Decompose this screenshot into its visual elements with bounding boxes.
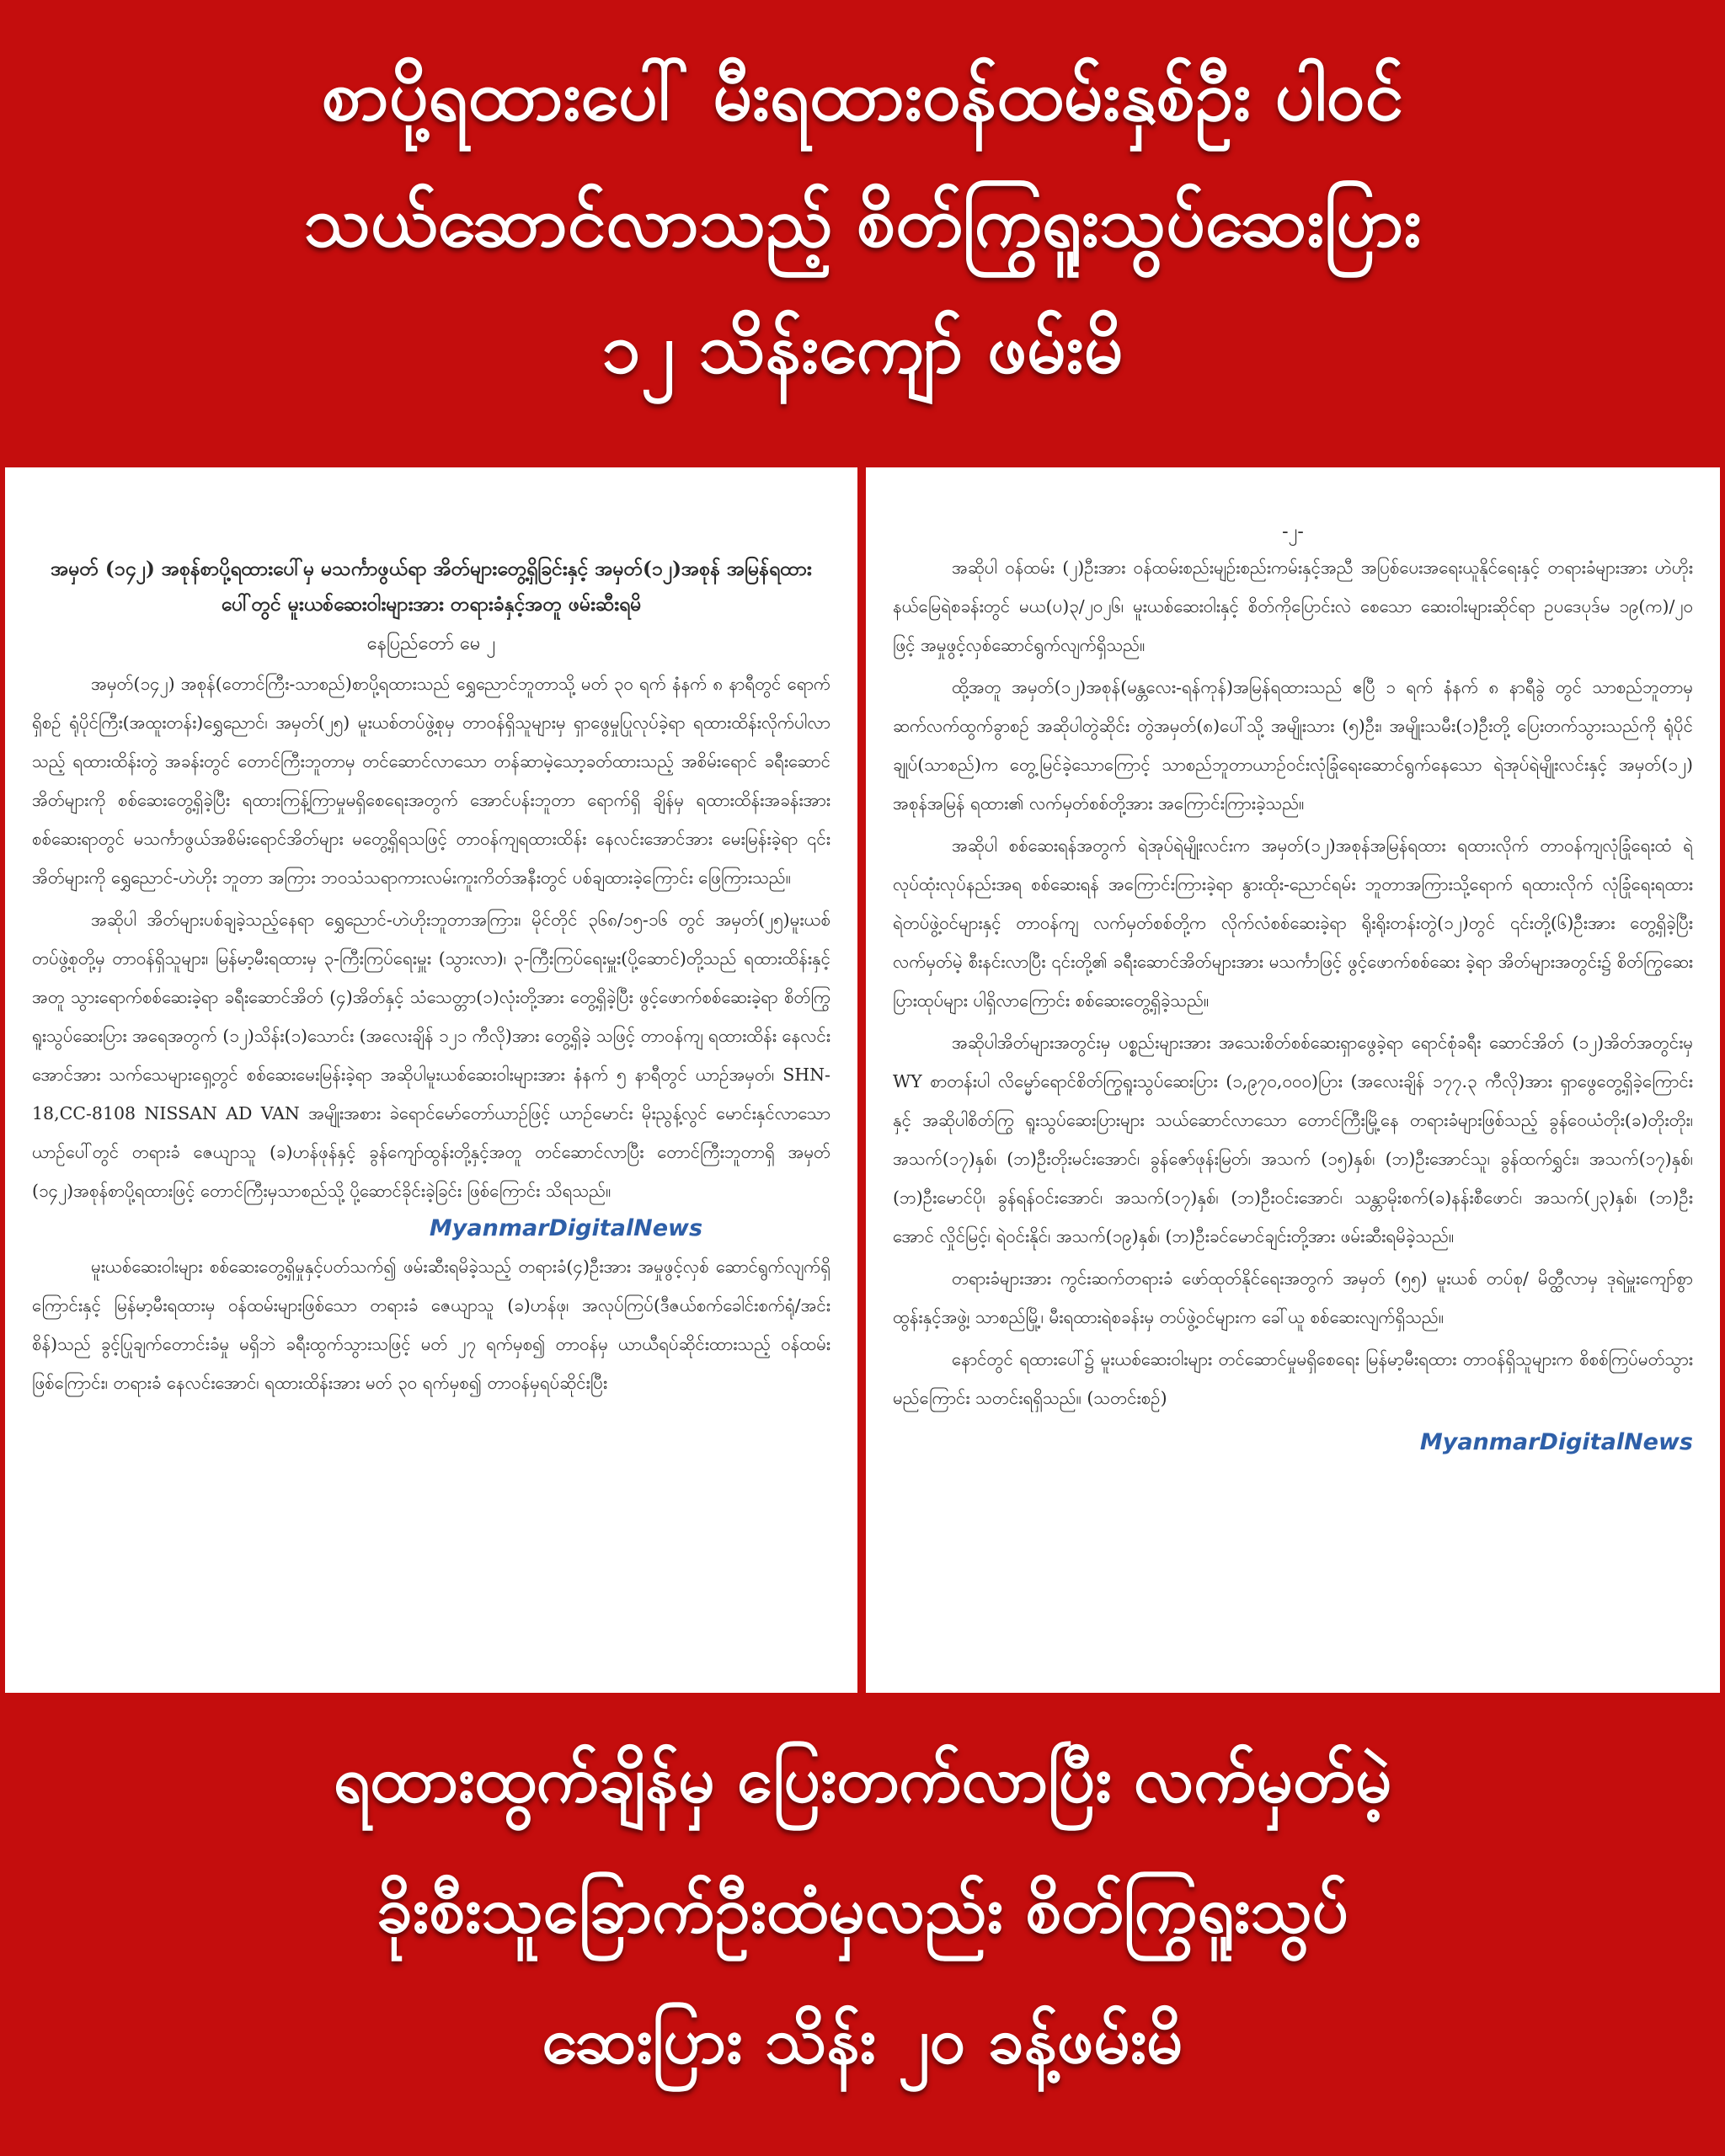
paragraph: တရားခံများအား ကွင်းဆက်တရားခံ ဖော်ထုတ်နိုင်ရေးအတွက် အမှတ် (၅၅) မူးယစ် တပ်စု/ မိတ္ထီလာမှ ဒုရဲမှူးကျော်စွာထွန်းနှင့်အဖွဲ့၊ သာစည်မြို့၊ မီးရထားရဲစခန်းမှ တပ်ဖွဲ့ဝင်များက ခေါ်ယူ စစ်ဆေးလျက်ရှိသည်။ [893,1268,1693,1327]
paragraph: မူးယစ်ဆေးဝါးများ စစ်ဆေးတွေ့ရှိမှုနှင့်ပတ်သက်၍ ဖမ်းဆီးရမိခဲ့သည့် တရားခံ(၄)ဦးအား အမှုဖွင့်လှစ် ဆောင်ရွက်လျက်ရှိကြောင်းနှင့် မြန်မာ့မီးရထားမှ ဝန်ထမ်းများဖြစ်သော တရားခံ ဇေယျာသူ (ခ)ဟန်ဖု၊ အလုပ်ကြပ်(ဒီဇယ်စက်ခေါင်းစက်ရုံ/အင်းစိန်)သည် ခွင့်ပြုချက်တောင်းခံမှု မရှိဘဲ ခရီးထွက်သွားသဖြင့် မတ် ၂၇ ရက်မှစ၍ တာဝန်မှ ယာယီရပ်ဆိုင်းထားသည့် ဝန်ထမ်း ဖြစ်ကြောင်း၊ တရားခံ နေလင်းအောင်၊ ရထားထိန်းအား မတ် ၃၀ ရက်မှစ၍ တာဝန်မှရပ်ဆိုင်းပြီး [32,1257,830,1393]
paragraph: နောင်တွင် ရထားပေါ်၌ မူးယစ်ဆေးဝါးများ တင်ဆောင်မှုမရှိစေရေး မြန်မာ့မီးရထား တာဝန်ရှိသူများက စိစစ်ကြပ်မတ်သွားမည်ကြောင်း သတင်းရရှိသည်။ (သတင်းစဉ်) [893,1349,1693,1408]
page-number: -၂- [1282,521,1304,542]
headline-line: သယ်ဆောင်လာသည့် စိတ်ကြွရူးသွပ်ဆေးပြား [303,183,1422,263]
paragraph: ထို့အတူ အမှတ်(၁၂)အစုန်(မန္တလေး-ရန်ကုန်)အမြန်ရထားသည် ဧပြီ ၁ ရက် နံနက် ၈ နာရီခွဲ တွင် သာစည်ဘူတာမှ ဆက်လက်ထွက်ခွာစဉ် အဆိုပါတွဲဆိုင်း တွဲအမှတ်(၈)ပေါ်သို့ အမျိုးသား (၅)ဦး၊ အမျိုးသမီး(၁)ဦးတို့ ပြေးတက်သွားသည်ကို ရုံပိုင်ချုပ်(သာစည်)က တွေ့မြင်ခဲ့သောကြောင့် သာစည်ဘူတာယာဉ်ဝင်းလုံခြုံရေးဆောင်ရွက်နေသော ရဲအုပ်ရဲမျိုးလင်းနှင့် အမှတ်(၁၂) အစုန်အမြန် ရထား၏ လက်မှတ်စစ်တို့အား အကြောင်းကြားခဲ့သည်။ [893,677,1693,814]
paragraph: အဆိုပါ ဝန်ထမ်း (၂)ဦးအား ဝန်ထမ်းစည်းမျဉ်းစည်းကမ်းနှင့်အညီ အပြစ်ပေးအရေးယူနိုင်ရေးနှင့် တရားခံများအား ဟဲဟိုးနယ်မြေရဲစခန်းတွင် မယ(ပ)၃/၂၀၂၆၊ မူးယစ်ဆေးဝါးနှင့် စိတ်ကိုပြောင်းလဲ စေသော ဆေးဝါးများဆိုင်ရာ ဥပဒေပုဒ်မ ၁၉(က)/၂၀ ဖြင့် အမှုဖွင့်လှစ်ဆောင်ရွက်လျက်ရှိသည်။ [893,558,1693,655]
right-document-page [866,467,1720,1693]
bottom-headline [0,1714,1725,2135]
document-title: အမှတ် (၁၄၂) အစုန်စာပို့ရထားပေါ်မှ မသင်္ကာဖွယ်ရာ အိတ်များတွေ့ရှိခြင်းနှင့် အမှတ်(၁၂)အစုန် အမြန်ရထားပေါ်တွင် မူးယစ်ဆေးဝါးများအား တရားခံနှင့်အတူ ဖမ်းဆီးရမိ [51,558,812,616]
headline-line: ရထားထွက်ချိန်မှ ပြေးတက်လာပြီး လက်မှတ်မဲ့ [333,1742,1392,1817]
paragraph: အမှတ်(၁၄၂) အစုန်(တောင်ကြီး-သာစည်)စာပို့ရထားသည် ရွှေညောင်ဘူတာသို့ မတ် ၃၀ ရက် နံနက် ၈ နာရီတွင် ရောက်ရှိစဉ် ရုံပိုင်ကြီး(အထူးတန်း)ရွှေညောင်၊ အမှတ်(၂၅) မူးယစ်တပ်ဖွဲ့စုမှ တာဝန်ရှိသူများမှ ရှာဖွေမှုပြုလုပ်ခဲ့ရာ ရထားထိန်းလိုက်ပါလာသည့် ရထားထိန်းတွဲ အခန်းတွင် တောင်ကြီးဘူတာမှ တင်ဆောင်လာသော တန်ဆာမဲ့သော့ခတ်ထားသည့် အစိမ်းရောင် ခရီးဆောင် အိတ်များကို စစ်ဆေးတွေ့ရှိခဲ့ပြီး ရထားကြန့်ကြာမှုမရှိစေရေးအတွက် အောင်ပန်းဘူတာ ရောက်ရှိ ချိန်မှ ရထားထိန်းအခန်းအား စစ်ဆေးရာတွင် မသင်္ကာဖွယ်အစိမ်းရောင်အိတ်များ မတွေ့ရှိရသဖြင့် တာဝန်ကျရထားထိန်း နေလင်းအောင်အား မေးမြန်းခဲ့ရာ ၎င်းအိတ်များကို ရွှေညောင်-ဟဲဟိုး ဘူတာ အကြား ဘဝသံသရာကားလမ်းကူးကိတ်အနီးတွင် ပစ်ချထားခဲ့ကြောင်း ဖြေကြားသည်။ [32,674,830,888]
dateline: နေပြည်တော် မေ ၂ [366,633,496,654]
headline-line: စာပို့ရထားပေါ် မီးရထားဝန်ထမ်းနှစ်ဦး ပါဝင် [321,56,1404,136]
headline-line: ခိုးစီးသူခြောက်ဦးထံမှလည်း စိတ်ကြွရူးသွပ် [377,1872,1348,1947]
paragraph: အဆိုပါ စစ်ဆေးရန်အတွက် ရဲအုပ်ရဲမျိုးလင်းက အမှတ်(၁၂)အစုန်အမြန်ရထား ရထားလိုက် တာဝန်ကျလုံခြုံရေးထံ ရဲလုပ်ထုံးလုပ်နည်းအရ စစ်ဆေးရန် အကြောင်းကြားခဲ့ရာ နွားထိုး-ညောင်ရမ်း ဘူတာအကြားသို့ရောက် ရထားလိုက် လုံခြုံရေးရထားရဲတပ်ဖွဲ့ဝင်များနှင့် တာဝန်ကျ လက်မှတ်စစ်တို့က လိုက်လံစစ်ဆေးခဲ့ရာ ရိုးရိုးတန်းတွဲ(၁၂)တွင် ၎င်းတို့(၆)ဦးအား တွေ့ရှိခဲ့ပြီး လက်မှတ်မဲ့ စီးနင်းလာပြီး ၎င်းတို့၏ ခရီးဆောင်အိတ်များအား မသင်္ကာဖြင့် ဖွင့်ဖောက်စစ်ဆေး ခဲ့ရာ အိတ်များအတွင်း၌ စိတ်ကြွဆေးပြားထုပ်များ ပါရှိလာကြောင်း စစ်ဆေးတွေ့ရှိခဲ့သည်။ [893,835,1693,1011]
top-headline [0,34,1725,455]
headline-line: ဆေးပြား သိန်း ၂၀ ခန့်ဖမ်းမိ [542,2003,1183,2078]
headline-line: ၁၂ သိန်းကျော် ဖမ်းမိ [601,309,1124,389]
paragraph: အဆိုပါအိတ်များအတွင်းမှ ပစ္စည်းများအား အသေးစိတ်စစ်ဆေးရှာဖွေခဲ့ရာ ရောင်စုံခရီး ဆောင်အိတ် (၁၂)အိတ်အတွင်းမှ WY စာတန်းပါ လိမ္မော်ရောင်စိတ်ကြွရူးသွပ်ဆေးပြား (၁,၉၇၀,၀၀၀)ပြား (အလေးချိန် ၁၇၇.၃ ကီလို)အား ရှာဖွေတွေ့ရှိခဲ့ကြောင်းနှင့် အဆိုပါစိတ်ကြွ ရူးသွပ်ဆေးပြားများ သယ်ဆောင်လာသော တောင်ကြီးမြို့နေ တရားခံများဖြစ်သည့် ခွန်ဝေယံတိုး(ခ)တိုးတိုး၊ အသက်(၁၇)နှစ်၊ (ဘ)ဦးတိုးမင်းအောင်၊ ခွန်ဇော်ဖုန်းမြတ်၊ အသက် (၁၅)နှစ်၊ (ဘ)ဦးအောင်သူ၊ ခွန်ထက်ရွှင်း၊ အသက်(၁၇)နှစ်၊ (ဘ)ဦးမောင်ပို၊ ခွန်ရန်ဝင်းအောင်၊ အသက်(၁၇)နှစ်၊ (ဘ)ဦးဝင်းအောင်၊ သန္တာမိုးစက်(ခ)နန်းစီဖောင်၊ အသက်(၂၃)နှစ်၊ (ဘ)ဦးအောင် လှိုင်မြင့်၊ ရဲဝင်းနိုင်၊ အသက်(၁၉)နှစ်၊ (ဘ)ဦးခင်မောင်ချင်းတို့အား ဖမ်းဆီးရမိခဲ့သည်။ [893,1033,1693,1246]
watermark-logo: MyanmarDigitalNews [1419,1429,1693,1455]
paragraph: အဆိုပါ အိတ်များပစ်ချခဲ့သည့်နေရာ ရွှေညောင်-ဟဲဟိုးဘူတာအကြား၊ မိုင်တိုင် ၃၆၈/၁၅-၁၆ တွင် အမှတ်(၂၅)မူးယစ်တပ်ဖွဲ့စုတို့မှ တာဝန်ရှိသူများ၊ မြန်မာ့မီးရထားမှ ၃-ကြီးကြပ်ရေးမှူး (သွားလာ)၊ ၃-ကြီးကြပ်ရေးမှူး(ပို့ဆောင်)တို့သည် ရထားထိန်းနှင့်အတူ သွားရောက်စစ်ဆေးခဲ့ရာ ခရီးဆောင်အိတ် (၄)အိတ်နှင့် သံသေတ္တာ(၁)လုံးတို့အား တွေ့ရှိခဲ့ပြီး ဖွင့်ဖောက်စစ်ဆေးခဲ့ရာ စိတ်ကြွရူးသွပ်ဆေးပြား အရေအတွက် (၁၂)သိန်း(၁)သောင်း (အလေးချိန် ၁၂၁ ကီလို)အား တွေ့ရှိခဲ့ သဖြင့် တာဝန်ကျ ရထားထိန်း နေလင်းအောင်အား သက်သေများရှေ့တွင် စစ်ဆေးမေးမြန်းခဲ့ရာ အဆိုပါမူးယစ်ဆေးဝါးများအား နံနက် ၅ နာရီတွင် ယာဉ်အမှတ်၊ SHN-18,CC-8108 NISSAN AD VAN အမျိုးအစား ခဲရောင်မော်တော်ယာဉ်ဖြင့် ယာဉ်မောင်း မိုးညွန့်လွင် မောင်းနှင်လာသော ယာဉ်ပေါ်တွင် တရားခံ ဇေယျာသူ (ခ)ဟန်ဖုန်နှင့် ခွန်ကျော်ထွန်းတို့နှင့်အတူ တင်ဆောင်လာပြီး တောင်ကြီးဘူတာရှိ အမှတ် (၁၄၂)အစုန်စာပို့ရထားဖြင့် တောင်ကြီးမှသာစည်သို့ ပို့ဆောင်ခိုင်းခဲ့ခြင်း ဖြစ်ကြောင်း သိရသည်။ [32,910,830,1201]
left-document-page [5,467,857,1693]
watermark-logo: MyanmarDigitalNews [429,1215,703,1241]
